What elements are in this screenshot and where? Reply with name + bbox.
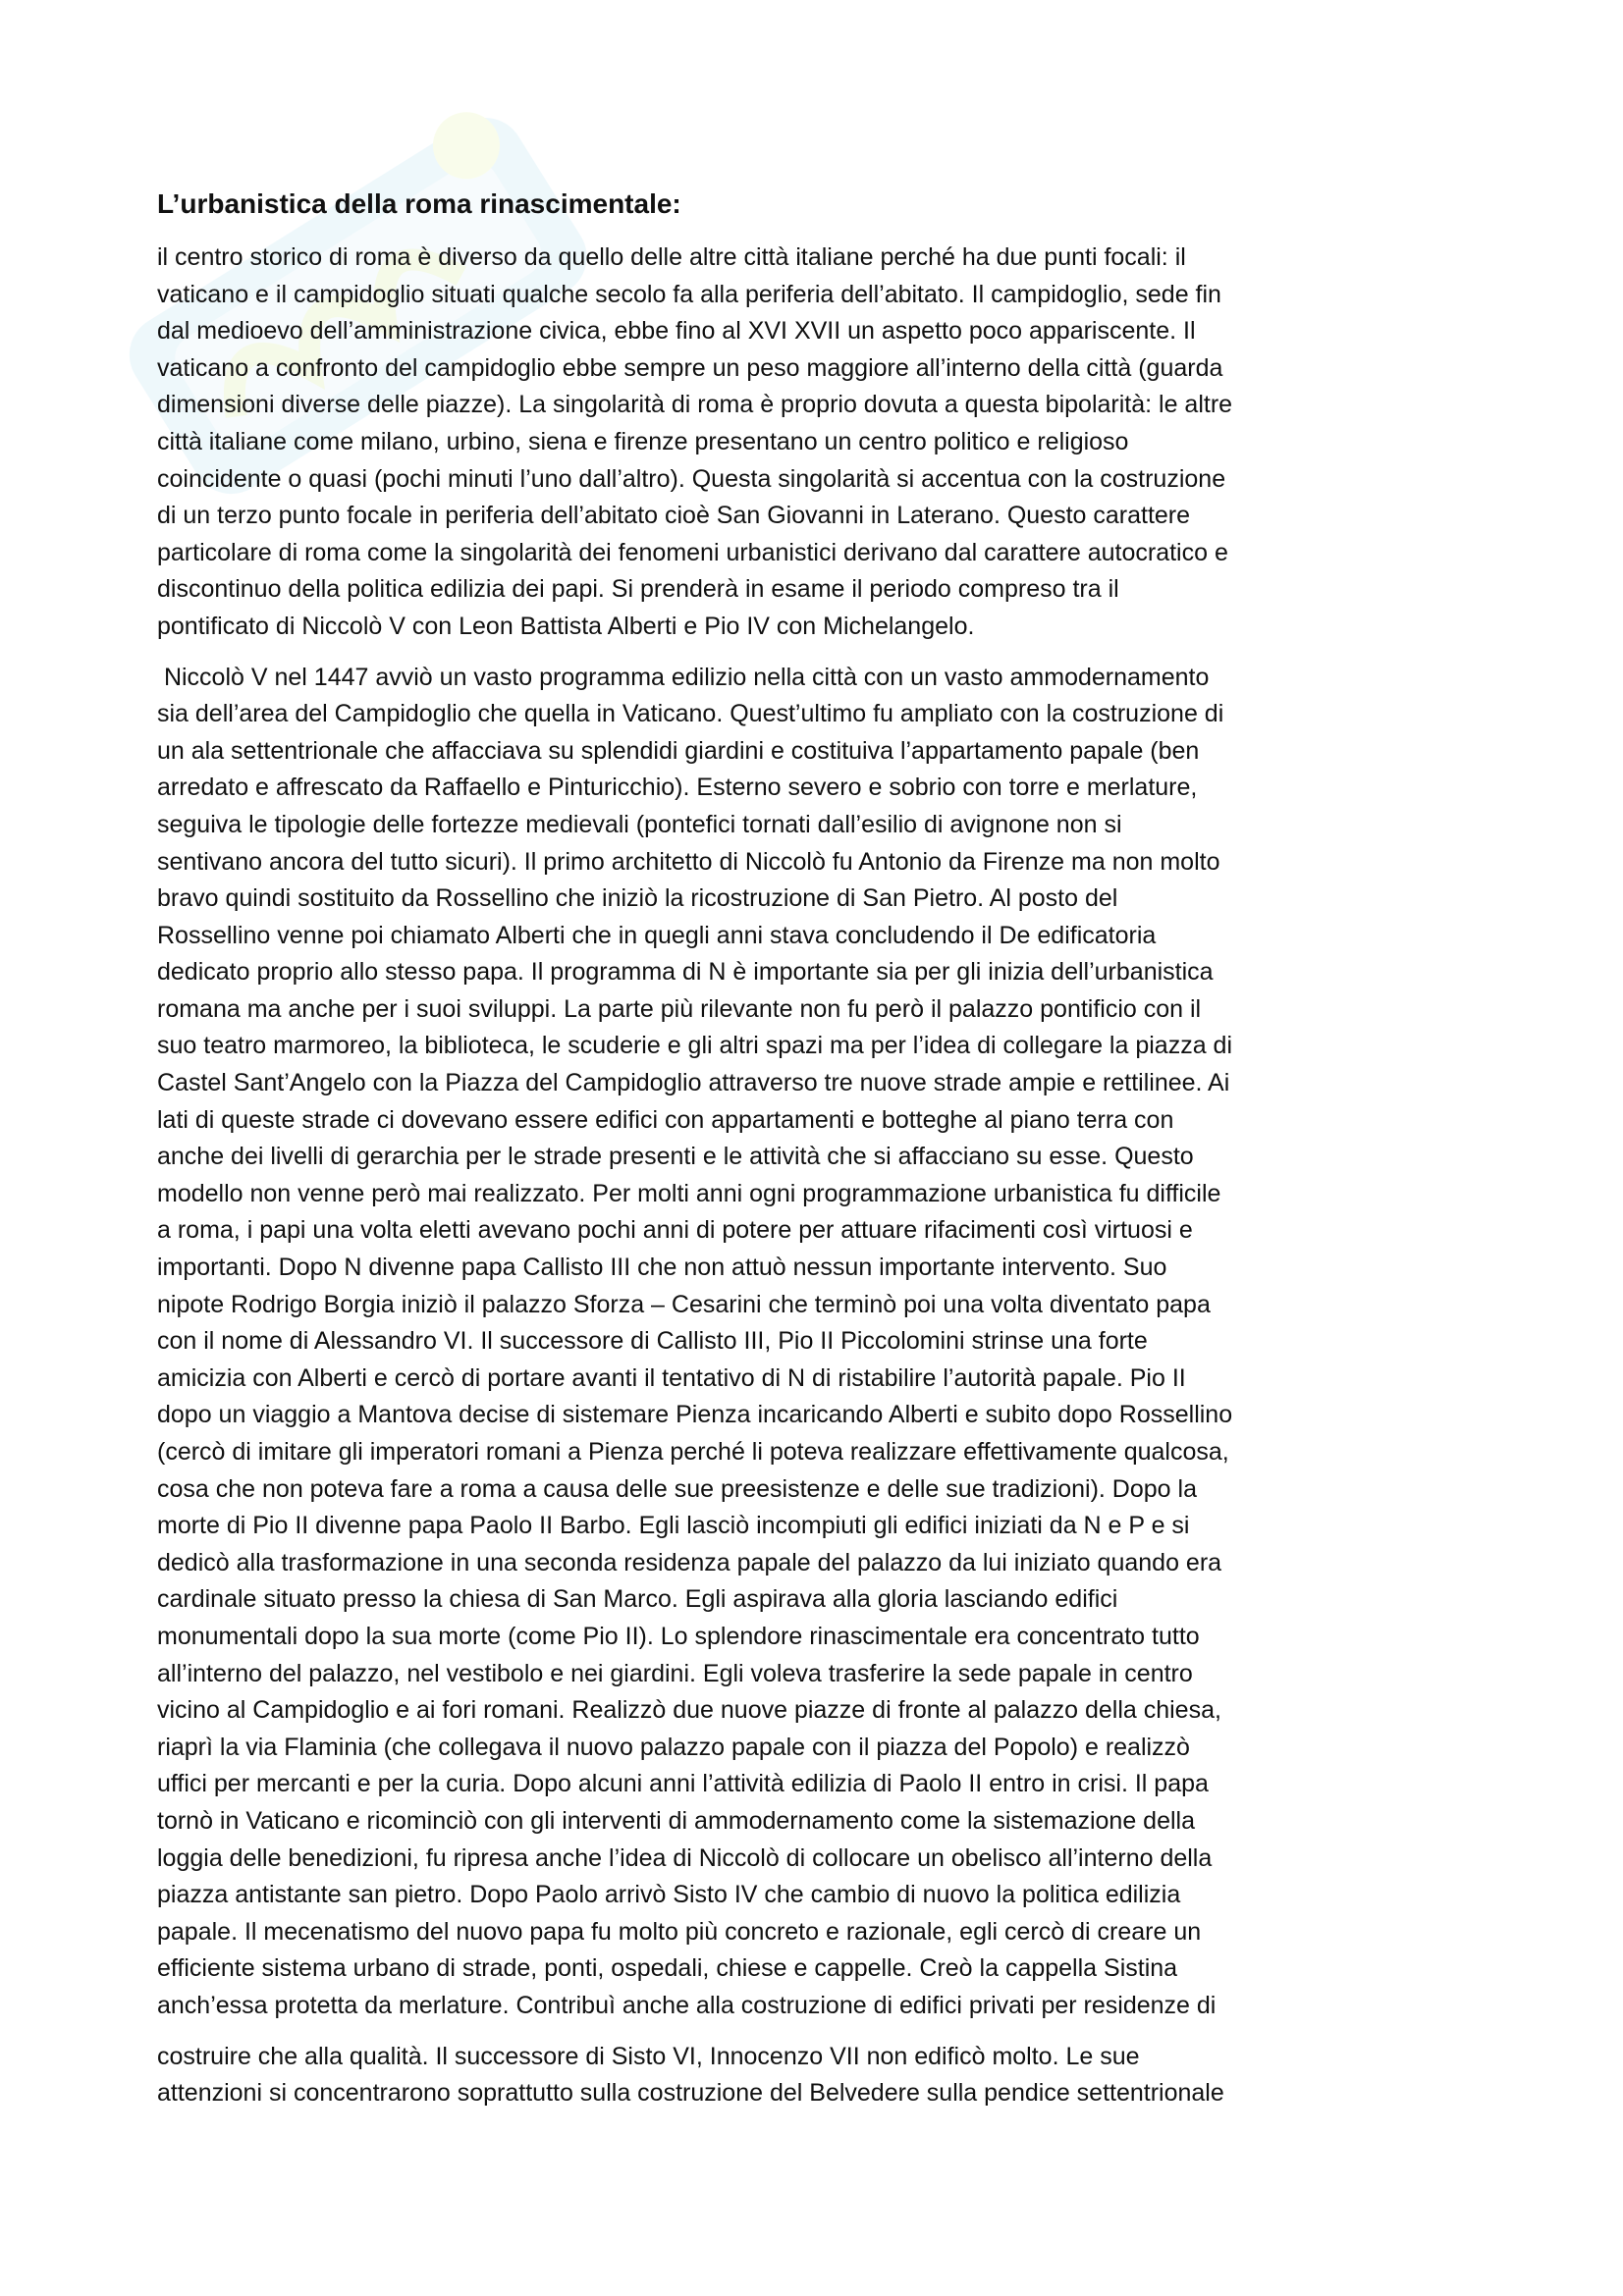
text-line: anche dei livelli di gerarchia per le strade presenti e le attività che si affacciano su esse. Questo [157, 1143, 1194, 1171]
text-line: amicizia con Alberti e cercò di portare avanti il tentativo di N di ristabilire l’autorità papale. Pio II [157, 1363, 1186, 1392]
text-line: (cercò di imitare gli imperatori romani a Pienza perché li poteva realizzare effettivamente qualcosa, [157, 1438, 1229, 1466]
text-line: pontificato di Niccolò V con Leon Battista Alberti e Pio IV con Michelangelo. [157, 612, 975, 640]
text-line: anch’essa protetta da merlature. Contribuì anche alla costruzione di edifici privati per residenze di [157, 1991, 1217, 2019]
text-line: romana ma anche per i suoi sviluppi. La parte più rilevante non fu però il palazzo pontificio con il [157, 994, 1202, 1023]
document-page [157, 187, 1473, 2112]
text-line: con il nome di Alessandro VI. Il successore di Callisto III, Pio II Piccolomini strinse una forte [157, 1327, 1148, 1356]
text-line: sentivano ancora del tutto sicuri). Il primo architetto di Niccolò fu Antonio da Firenze ma non molto [157, 847, 1220, 876]
text-line: importanti. Dopo N divenne papa Callisto III che non attuò nessun importante intervento. Suo [157, 1254, 1167, 1282]
text-line: bravo quindi sostituito da Rossellino che iniziò la ricostruzione di San Pietro. Al posto del [157, 884, 1118, 913]
text-line: a roma, i papi una volta eletti avevano pochi anni di potere per attuare rifacimenti così virtuosi e [157, 1216, 1193, 1245]
text-line: lati di queste strade ci dovevano essere edifici con appartamenti e botteghe al piano terra con [157, 1105, 1174, 1134]
text-line: efficiente sistema urbano di strade, ponti, ospedali, chiese e cappelle. Creò la cappella Sistina [157, 1954, 1178, 1983]
text-line: loggia delle benedizioni, fu ripresa anche l’idea di Niccolò di collocare un obelisco all’interno della [157, 1843, 1213, 1872]
text-line: sia dell’area del Campidoglio che quella in Vaticano. Quest’ultimo fu ampliato con la costruzione di [157, 700, 1224, 728]
text-line: riaprì la via Flaminia (che collegava il nuovo palazzo papale con il piazza del Popolo) e realizzò [157, 1733, 1190, 1761]
text-line: un ala settentrionale che affacciava su splendidi giardini e costituiva l’appartamento papale (ben [157, 736, 1200, 765]
text-line: piazza antistante san pietro. Dopo Paolo arrivò Sisto IV che cambio di nuovo la politica edilizia [157, 1881, 1181, 1909]
text-line: il centro storico di roma è diverso da quello delle altre città italiane perché ha due punti focali: il [157, 243, 1186, 271]
text-line: vaticano e il campidoglio situati qualche secolo fa alla periferia dell’abitato. Il campidoglio, sede fin [157, 280, 1221, 308]
text-line: modello non venne però mai realizzato. Per molti anni ogni programmazione urbanistica fu difficile [157, 1179, 1221, 1207]
text-line: uffici per mercanti e per la curia. Dopo alcuni anni l’attività edilizia di Paolo II entro in crisi. Il papa [157, 1770, 1209, 1798]
document-title: L’urbanistica della roma rinascimentale: [157, 188, 681, 219]
paragraph-1 [157, 240, 1473, 646]
text-line: all’interno del palazzo, nel vestibolo e nei giardini. Egli voleva trasferire la sede papale in centro [157, 1659, 1193, 1687]
text-line: suo teatro marmoreo, la biblioteca, le scuderie e gli altri spazi ma per l’idea di collegare la piazza di [157, 1032, 1232, 1060]
text-line: papale. Il mecenatismo del nuovo papa fu molto più concreto e razionale, egli cercò di creare un [157, 1917, 1202, 1946]
paragraph-2 [157, 660, 1473, 2025]
text-line: tornò in Vaticano e ricominciò con gli interventi di ammodernamento come la sistemazione della [157, 1806, 1196, 1835]
text-line: discontinuo della politica edilizia dei papi. Si prenderà in esame il periodo compreso tra il [157, 575, 1119, 604]
text-line: dedicato proprio allo stesso papa. Il programma di N è importante sia per gli inizia dell’urbanistica [157, 958, 1214, 987]
text-line: morte di Pio II divenne papa Paolo II Barbo. Egli lasciò incompiuti gli edifici iniziati da N e P e si [157, 1512, 1190, 1540]
text-line: Niccolò V nel 1447 avviò un vasto programma edilizio nella città con un vasto ammodernamento [157, 663, 1210, 691]
text-line: nipote Rodrigo Borgia iniziò il palazzo Sforza – Cesarini che terminò poi una volta diventato papa [157, 1290, 1211, 1318]
text-line: vaticano a confronto del campidoglio ebbe sempre un peso maggiore all’interno della città (guarda [157, 353, 1223, 382]
text-line: particolare di roma come la singolarità dei fenomeni urbanistici derivano dal carattere autocratico e [157, 538, 1228, 566]
text-line: Castel Sant’Angelo con la Piazza del Campidoglio attraverso tre nuove strade ampie e rettilinee. Ai [157, 1069, 1230, 1097]
text-line: Rossellino venne poi chiamato Alberti che in quegli anni stava concludendo il De edificatoria [157, 921, 1157, 949]
paragraph-3 [157, 2039, 1473, 2112]
text-line: dopo un viaggio a Mantova decise di sistemare Pienza incaricando Alberti e subito dopo Rossellino [157, 1401, 1233, 1429]
text-line: coincidente o quasi (pochi minuti l’uno dall’altro). Questa singolarità si accentua con la costruzione [157, 464, 1226, 493]
text-line: di un terzo punto focale in periferia dell’abitato cioè San Giovanni in Laterano. Questo carattere [157, 502, 1191, 530]
text-line: città italiane come milano, urbino, siena e firenze presentano un centro politico e religioso [157, 427, 1129, 455]
text-line: dedicò alla trasformazione in una seconda residenza papale del palazzo da lui iniziato quando era [157, 1548, 1222, 1576]
text-line: monumentali dopo la sua morte (come Pio II). Lo splendore rinascimentale era concentrato tutto [157, 1622, 1200, 1650]
text-line: dal medioevo dell’amministrazione civica, ebbe fino al XVI XVII un aspetto poco appariscente. Il [157, 317, 1196, 346]
text-line: vicino al Campidoglio e ai fori romani. Realizzò due nuove piazze di fronte al palazzo della chiesa, [157, 1696, 1221, 1725]
text-line: cosa che non poteva fare a roma a causa delle sue preesistenze e delle sue tradizioni). Dopo la [157, 1474, 1197, 1503]
text-line: cardinale situato presso la chiesa di San Marco. Egli aspirava alla gloria lasciando edifici [157, 1585, 1118, 1614]
text-line: costruire che alla qualità. Il successore di Sisto VI, Innocenzo VII non edificò molto. Le sue [157, 2042, 1140, 2070]
text-line: seguiva le tipologie delle fortezze medievali (pontefici tornati dall’esilio di avignone non si [157, 810, 1122, 838]
text-line: dimensioni diverse delle piazze). La singolarità di roma è proprio dovuta a questa bipolarità: le altre [157, 391, 1233, 419]
text-line: attenzioni si concentrarono soprattutto sulla costruzione del Belvedere sulla pendice settentrionale [157, 2079, 1224, 2108]
text-line: arredato e affrescato da Raffaello e Pinturicchio). Esterno severo e sobrio con torre e merlature, [157, 774, 1198, 802]
